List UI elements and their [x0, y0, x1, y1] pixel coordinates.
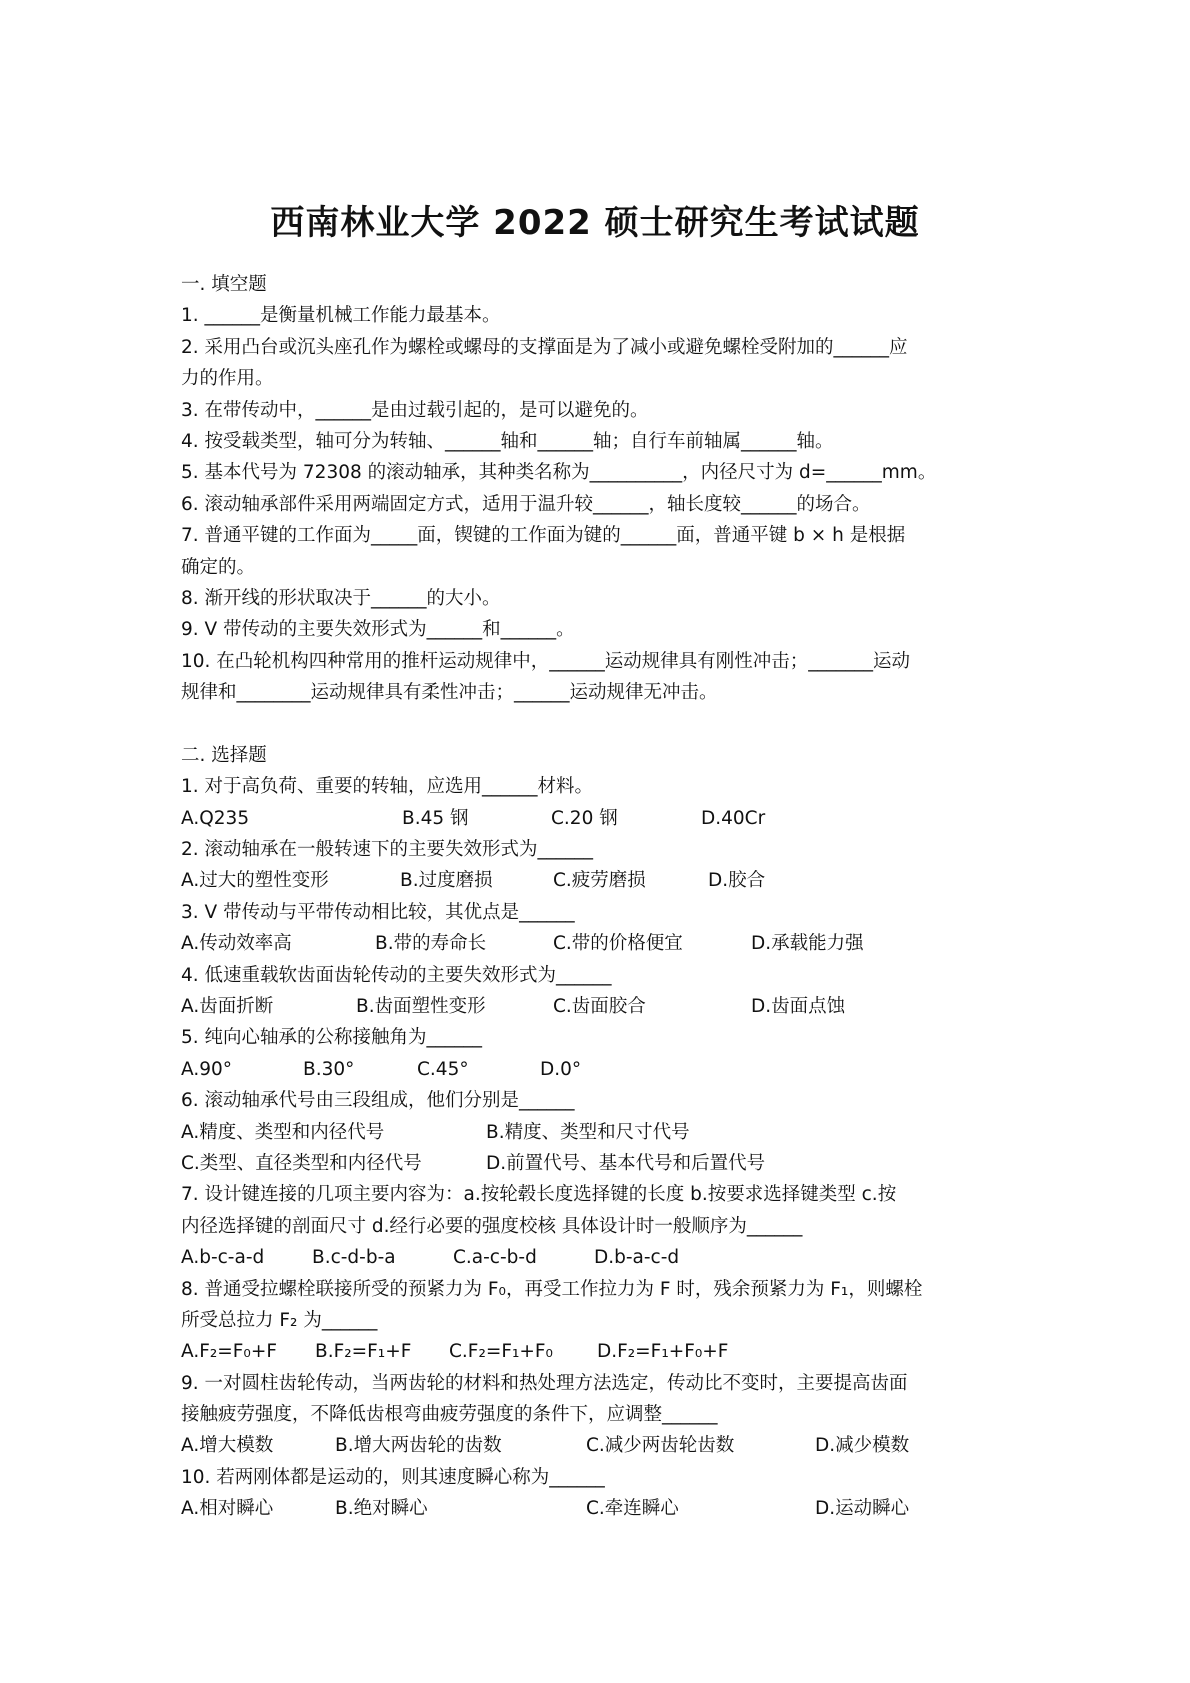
choice-question-stem: 8. 普通受拉螺栓联接所受的预紧力为 F₀，再受工作拉力为 F 时，残余预紧力为 F₁，则螺栓 — [181, 1278, 923, 1300]
choice-options — [181, 1336, 1017, 1367]
option-d: D.b-a-c-d — [594, 1247, 680, 1269]
option-b: B.精度、类型和尺寸代号 — [486, 1121, 690, 1143]
option-d: D.前置代号、基本代号和后置代号 — [486, 1152, 766, 1174]
option-a: A.90° — [181, 1058, 233, 1080]
choice-question-stem: 4. 低速重载软齿面齿轮传动的主要失效形式为______ — [181, 964, 612, 986]
section-spacer — [181, 708, 1017, 739]
option-c: C.齿面胶合 — [553, 995, 646, 1017]
option-d: D.齿面点蚀 — [751, 995, 846, 1017]
option-c: C.疲劳磨损 — [553, 870, 646, 892]
fill-question-line: 3. 在带传动中，______是由过载引起的，是可以避免的。 — [181, 399, 649, 421]
choice-question-stem: 7. 设计键连接的几项主要内容为：a.按轮毂长度选择键的长度 b.按要求选择键类型 c.按 — [181, 1184, 897, 1206]
option-d: D.胶合 — [708, 870, 766, 892]
option-a: A.Q235 — [181, 807, 250, 829]
choice-question-stem: 10. 若两刚体都是运动的，则其速度瞬心称为______ — [181, 1466, 605, 1488]
fill-question-line: 4. 按受载类型，轴可分为转轴、______轴和______轴；自行车前轴属______轴。 — [181, 430, 834, 452]
choice-question-stem: 6. 滚动轴承代号由三段组成，他们分别是______ — [181, 1090, 575, 1112]
choice-question-stem: 所受总拉力 F₂ 为______ — [181, 1309, 378, 1331]
option-a: A.F₂=F₀+F — [181, 1341, 277, 1363]
choice-question-stem: 5. 纯向心轴承的公称接触角为______ — [181, 1027, 483, 1049]
option-c: C.带的价格便宜 — [553, 933, 683, 955]
option-b: B.过度磨损 — [400, 870, 493, 892]
fill-question-line: 7. 普通平键的工作面为_____面，锲键的工作面为键的______面，普通平键 b × h 是根据 — [181, 525, 906, 547]
option-c: C.a-c-b-d — [453, 1247, 537, 1269]
option-a: A.增大模数 — [181, 1435, 274, 1457]
option-a: A.相对瞬心 — [181, 1498, 274, 1520]
exam-title: 西南林业大学 2022 硕士研究生考试试题 — [270, 203, 920, 243]
choice-options — [181, 928, 1017, 959]
choice-question-stem: 接触疲劳强度，不降低齿根弯曲疲劳强度的条件下，应调整______ — [181, 1404, 718, 1426]
option-d: D.承载能力强 — [751, 933, 864, 955]
choice-options — [181, 1493, 1017, 1524]
option-d: D.0° — [540, 1058, 582, 1080]
choice-options — [181, 1117, 1017, 1148]
section-heading-choice: 二. 选择题 — [181, 744, 267, 766]
choice-options — [181, 803, 1017, 834]
fill-question-line: 9. V 带传动的主要失效形式为______和______。 — [181, 619, 575, 641]
choice-question-stem: 2. 滚动轴承在一般转速下的主要失效形式为______ — [181, 839, 594, 861]
option-b: B.齿面塑性变形 — [356, 995, 486, 1017]
fill-question-line: 5. 基本代号为 72308 的滚动轴承，其种类名称为__________，内径尺寸为 d=______mm。 — [181, 462, 937, 484]
option-b: B.c-d-b-a — [312, 1247, 396, 1269]
choice-options — [181, 1430, 1017, 1461]
option-c: C.类型、直径类型和内径代号 — [181, 1152, 422, 1174]
choice-options — [181, 1242, 1017, 1273]
fill-question-line: 2. 采用凸台或沉头座孔作为螺栓或螺母的支撑面是为了减小或避免螺栓受附加的______应 — [181, 336, 908, 358]
option-a: A.过大的塑性变形 — [181, 870, 329, 892]
option-b: B.带的寿命长 — [375, 933, 487, 955]
fill-question-line: 确定的。 — [181, 556, 256, 578]
option-a: A.传动效率高 — [181, 933, 292, 955]
option-c: C.20 钢 — [551, 807, 618, 829]
fill-question-line: 1. ______是衡量机械工作能力最基本。 — [181, 305, 501, 327]
choice-options — [181, 865, 1017, 896]
option-d: D.F₂=F₁+F₀+F — [597, 1341, 729, 1363]
option-a: A.b-c-a-d — [181, 1247, 265, 1269]
option-b: B.绝对瞬心 — [335, 1498, 428, 1520]
option-c: C.减少两齿轮齿数 — [586, 1435, 735, 1457]
choice-question-stem: 3. V 带传动与平带传动相比较，其优点是______ — [181, 901, 575, 923]
option-a: A.齿面折断 — [181, 995, 274, 1017]
fill-question-line: 8. 渐开线的形状取决于______的大小。 — [181, 587, 501, 609]
option-b: B.30° — [303, 1058, 355, 1080]
section-heading-fill-in: 一. 填空题 — [181, 274, 267, 295]
choice-question-stem: 9. 一对圆柱齿轮传动，当两齿轮的材料和热处理方法选定，传动比不变时，主要提高齿面 — [181, 1372, 908, 1394]
option-b: B.增大两齿轮的齿数 — [335, 1435, 502, 1457]
option-c: C.45° — [417, 1058, 469, 1080]
option-b: B.45 钢 — [402, 807, 469, 829]
option-d: D.40Cr — [701, 807, 766, 829]
option-c: C.F₂=F₁+F₀ — [449, 1341, 553, 1363]
choice-options — [181, 1054, 1017, 1085]
fill-question-line: 10. 在凸轮机构四种常用的推杆运动规律中，______运动规律具有刚性冲击；_______运动 — [181, 650, 911, 672]
choice-options — [181, 991, 1017, 1022]
choice-options — [181, 1148, 1017, 1179]
fill-question-line: 6. 滚动轴承部件采用两端固定方式，适用于温升较______，轴长度较______的场合。 — [181, 493, 871, 515]
exam-content — [181, 269, 1017, 1525]
fill-question-line: 力的作用。 — [181, 368, 274, 390]
option-d: D.减少模数 — [815, 1435, 910, 1457]
option-c: C.牵连瞬心 — [586, 1498, 679, 1520]
choice-question-stem: 1. 对于高负荷、重要的转轴，应选用______材料。 — [181, 776, 594, 798]
fill-question-line: 规律和________运动规律具有柔性冲击；______运动规律无冲击。 — [181, 682, 718, 704]
option-a: A.精度、类型和内径代号 — [181, 1121, 385, 1143]
option-b: B.F₂=F₁+F — [315, 1341, 412, 1363]
choice-question-stem: 内径选择键的剖面尺寸 d.经行必要的强度校核 具体设计时一般顺序为______ — [181, 1215, 803, 1237]
option-d: D.运动瞬心 — [815, 1498, 910, 1520]
